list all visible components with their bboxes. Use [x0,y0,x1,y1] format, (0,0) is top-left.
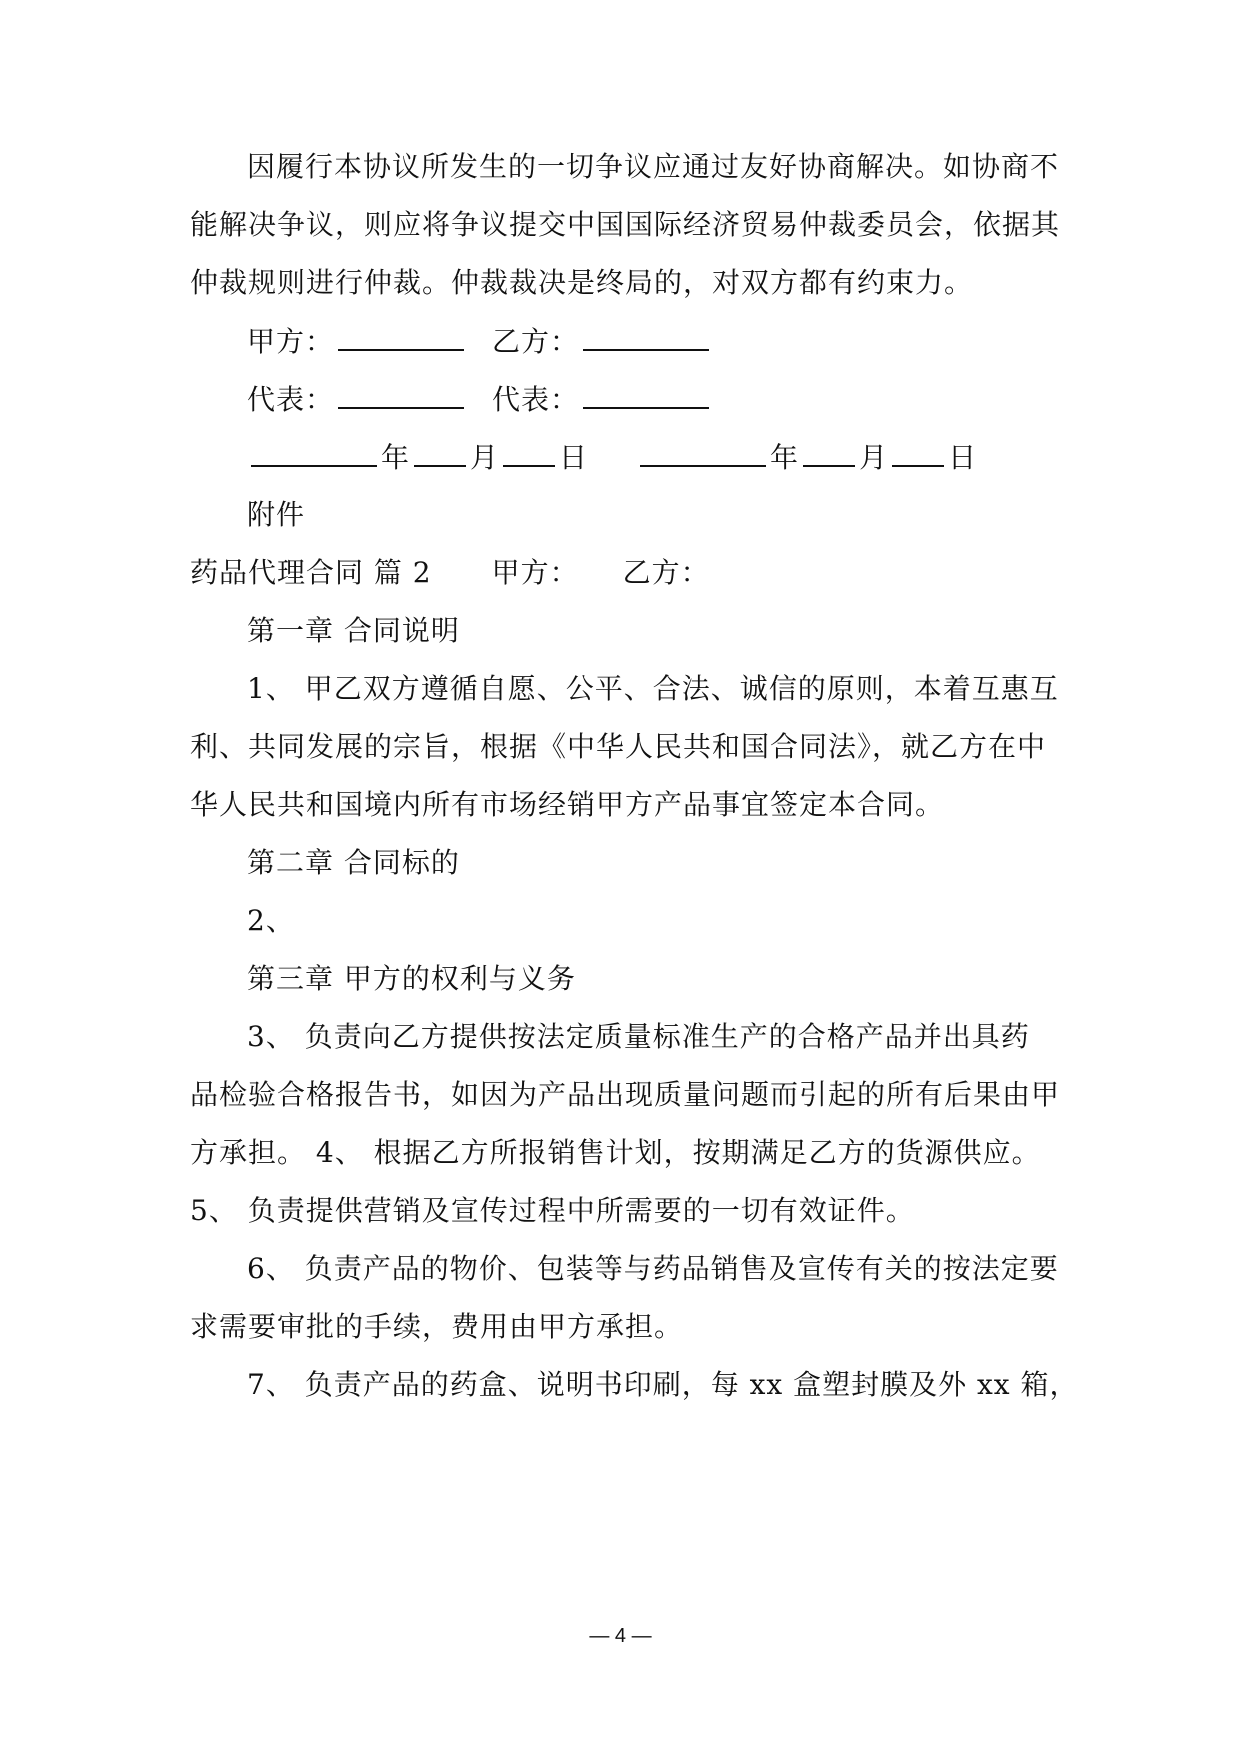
signature-date-row [247,435,1127,479]
chapter-heading: 第二章 合同标的 [247,846,460,879]
party-b-heading: 乙方： [622,556,710,589]
rep-a-label: 代表： [247,383,335,416]
year-label: 年 [381,441,411,474]
signature-rep-row [247,377,1127,421]
day-label: 日 [948,441,978,474]
contract-title-row [190,551,1070,595]
chapter-heading: 第一章 合同说明 [247,614,460,647]
contract-title: 药品代理合同 篇 2 [190,556,432,589]
blank-line [583,377,709,409]
attachment-label: 附件 [247,498,306,531]
blank-line [892,435,944,467]
day-label: 日 [559,441,589,474]
paragraph-line: 因履行本协议所发生的一切争议应通过友好协商解决。如协商不 [247,150,1060,183]
blank-line [583,319,709,351]
paragraph-line: 7、 负责产品的药盒、说明书印刷，每 xx 盒塑封膜及外 xx 箱， [247,1368,1079,1401]
paragraph-line: 能解决争议，则应将争议提交中国国际经济贸易仲裁委员会，依据其 [190,208,1061,241]
paragraph-line: 6、 负责产品的物价、包装等与药品销售及宣传有关的按法定要 [247,1252,1059,1285]
blank-line [414,435,466,467]
party-b-label: 乙方： [492,325,580,358]
month-label: 月 [470,441,500,474]
year-label: 年 [770,441,800,474]
paragraph-line: 品检验合格报告书，如因为产品出现质量问题而引起的所有后果由甲 [190,1078,1061,1111]
paragraph-line: 华人民共和国境内所有市场经销甲方产品事宜签定本合同。 [190,788,945,821]
party-a-label: 甲方： [247,325,335,358]
blank-line [503,435,555,467]
paragraph-line: 求需要审批的手续，费用由甲方承担。 [190,1310,684,1343]
blank-line [338,377,464,409]
list-item: 2、 [247,904,295,937]
blank-line [251,435,377,467]
chapter-heading: 第三章 甲方的权利与义务 [247,962,576,995]
blank-line [640,435,766,467]
paragraph-line: 方承担。 4、 根据乙方所报销售计划，按期满足乙方的货源供应。 [190,1136,1041,1169]
paragraph-line: 仲裁规则进行仲裁。仲裁裁决是终局的，对双方都有约束力。 [190,266,974,299]
blank-line [338,319,464,351]
paragraph-line: 3、 负责向乙方提供按法定质量标准生产的合格产品并出具药 [247,1020,1030,1053]
paragraph-line: 1、 甲乙双方遵循自愿、公平、合法、诚信的原则，本着互惠互 [247,672,1059,705]
party-a-heading: 甲方： [491,556,579,589]
month-label: 月 [859,441,889,474]
paragraph-line: 利、共同发展的宗旨，根据《中华人民共和国合同法》，就乙方在中 [190,730,1047,763]
rep-b-label: 代表： [492,383,580,416]
signature-party-row [247,319,1127,363]
page-number: — 4 — [589,1625,652,1647]
blank-line [803,435,855,467]
paragraph-line: 5、 负责提供营销及宣传过程中所需要的一切有效证件。 [190,1194,915,1227]
